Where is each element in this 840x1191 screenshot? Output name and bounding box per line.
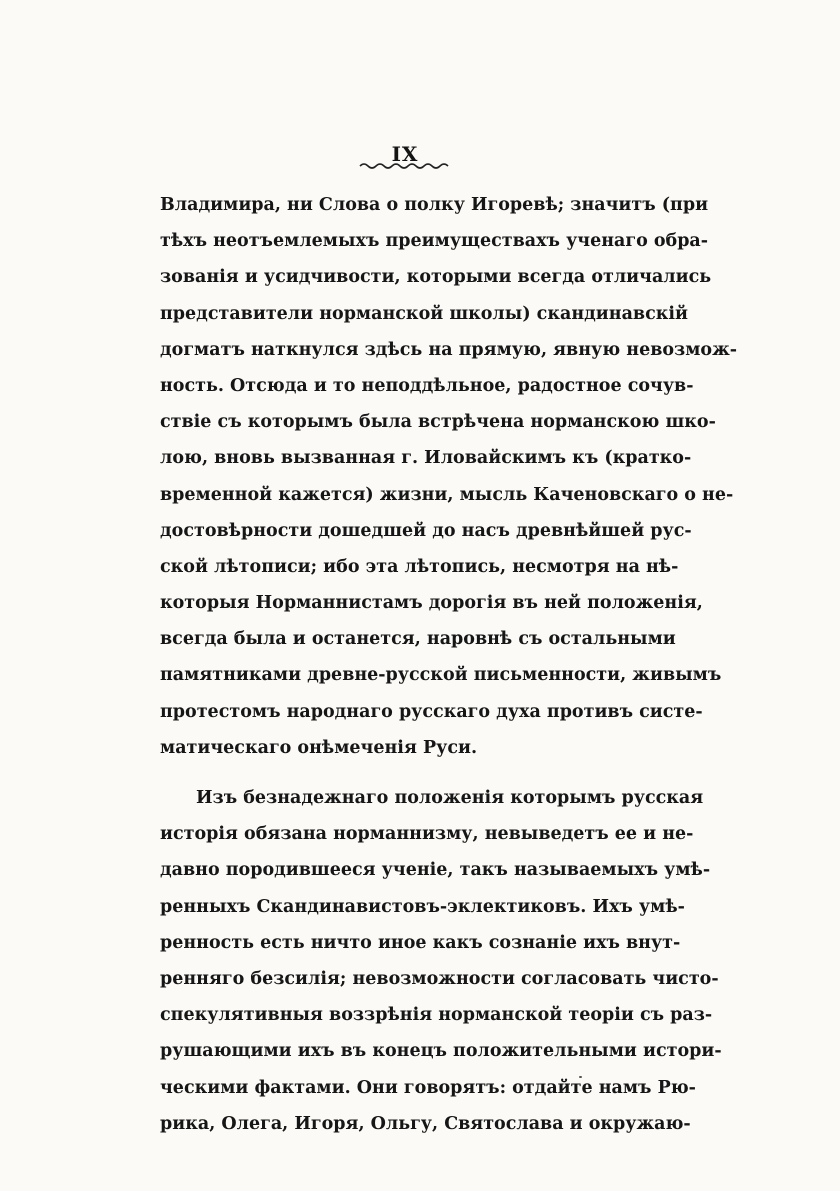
text-line: ность. Отсюда и то неподдѣльное, радостное сочув-	[160, 375, 694, 396]
text-line: тѣхъ неотъемлемыхъ преимуществахъ ученаго обра-	[160, 231, 709, 252]
text-line: спекулятивныя воззрѣнія норманской теоріи съ раз-	[160, 1005, 713, 1026]
page-number: IX	[391, 142, 419, 166]
text-line: всегда была и останется, наровнѣ съ остальными	[160, 629, 676, 650]
text-line: рика, Олега, Игоря, Ольгу, Святослава и окружаю-	[160, 1113, 691, 1134]
text-line: ской лѣтописи; ибо эта лѣтопись, несмотря на нѣ-	[160, 556, 679, 577]
text-line: Изъ безнадежнаго положенія которымъ русская	[196, 788, 704, 808]
text-line: памятниками древне-русской письменности, живымъ	[160, 665, 722, 686]
wavy-rule-ornament	[358, 160, 452, 170]
text-line: рушающими ихъ въ конецъ положительными истори-	[160, 1041, 722, 1062]
text-line: ческими фактами. Они говорятъ: отдайте намъ Рю-	[160, 1077, 696, 1098]
text-line: матическаго онѣмеченія Руси.	[160, 737, 478, 758]
text-line: ренность есть ничто иное какъ сознаніе ихъ внут-	[160, 932, 681, 953]
text-line: зованія и усидчивости, которыми всегда отличались	[160, 267, 712, 288]
paragraph-2	[160, 780, 722, 1142]
text-line: ренныхъ Скандинавистовъ-эклектиковъ. Ихъ умѣ-	[160, 896, 685, 917]
text-line: ствіе съ которымъ была встрѣчена норманскою шко-	[160, 412, 716, 433]
text-line: которыя Норманнистамъ дорогія въ ней положенія,	[160, 593, 703, 614]
text-line: догматъ наткнулся здѣсь на прямую, явную невозмож-	[160, 339, 738, 360]
text-line: представители норманской школы) скандинавскій	[160, 303, 688, 324]
paper-speck	[579, 1076, 582, 1078]
text-line: ренняго безсилія; невозможности согласовать чисто-	[160, 968, 719, 989]
text-line: временной кажется) жизни, мысль Каченовскаго о не-	[160, 484, 734, 505]
paragraph-1	[160, 187, 738, 766]
text-line: давно породившееся ученіе, такъ называемыхъ умѣ-	[160, 860, 711, 881]
text-line: исторія обязана норманнизму, невыведетъ ее и не-	[160, 824, 694, 845]
body-text	[160, 187, 738, 1142]
text-line: протестомъ народнаго русскаго духа противъ систе-	[160, 701, 703, 722]
text-line: лою, вновь вызванная г. Иловайскимъ къ (кратко-	[160, 448, 692, 469]
text-line: Владимира, ни Слова о полку Игоревѣ; значитъ (при	[160, 195, 709, 215]
text-line: достовѣрности дошедшей до насъ древнѣйшей рус-	[160, 520, 692, 541]
